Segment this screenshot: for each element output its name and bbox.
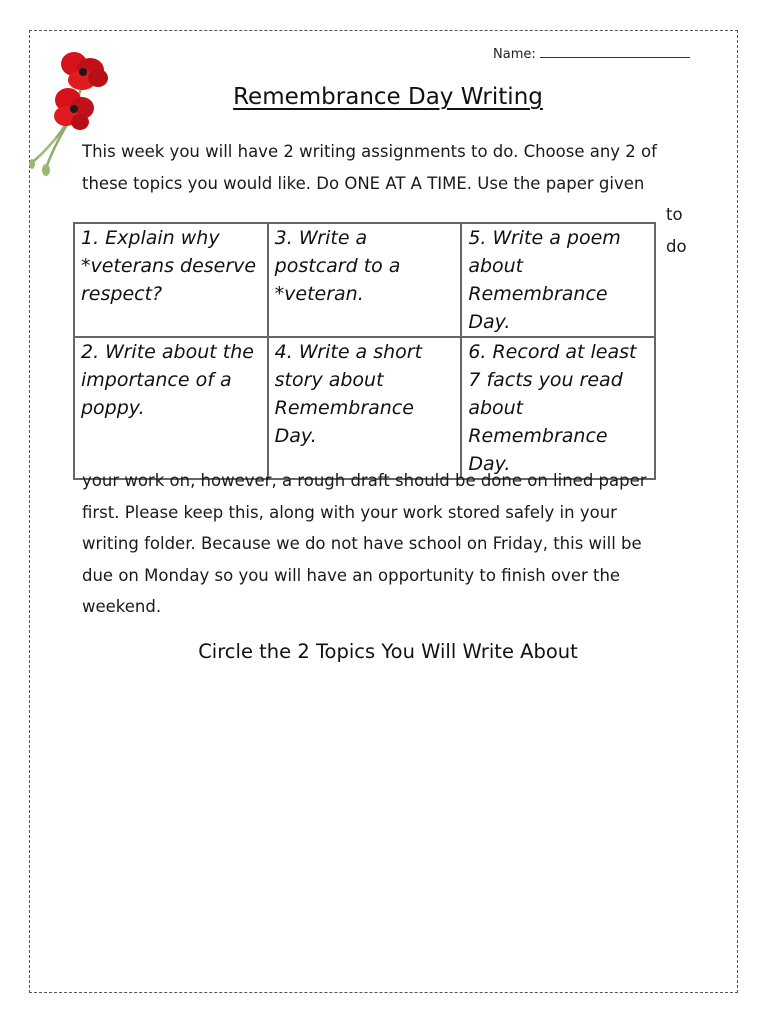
topics-table: [73, 222, 656, 480]
topic-1-cell[interactable]: 1. Explain why *veterans deserve respect?: [74, 223, 268, 337]
continuation-line-1: your work on, however, a rough draft should be done on lined paper: [82, 471, 647, 490]
topic-5-cell[interactable]: 5. Write a poem about Remembrance Day.: [461, 223, 655, 337]
continuation-line-5: weekend.: [82, 597, 162, 616]
intro-line-2: these topics you would like. Do ONE AT A TIME. Use the paper given: [82, 173, 645, 193]
table-row: [74, 223, 655, 337]
page-title: Remembrance Day Writing: [233, 84, 543, 110]
continuation-paragraph: [82, 465, 702, 623]
name-field[interactable]: [493, 45, 690, 62]
intro-wrap-do: do: [666, 237, 687, 256]
continuation-line-4: due on Monday so you will have an opportunity to finish over the: [82, 565, 621, 585]
topic-3-cell[interactable]: 3. Write a postcard to a *veteran.: [268, 223, 462, 337]
name-label: Name:: [493, 47, 536, 62]
intro-paragraph: [82, 136, 702, 199]
topic-2-cell[interactable]: 2. Write about the importance of a poppy.: [74, 337, 268, 479]
topic-6-cell[interactable]: 6. Record at least 7 facts you read about Remembrance Day.: [461, 337, 655, 479]
intro-wrap-to: to: [666, 205, 683, 224]
table-row: [74, 337, 655, 479]
circle-instruction: Circle the 2 Topics You Will Write About: [198, 640, 578, 663]
continuation-line-3: writing folder. Because we do not have school on Friday, this will be: [82, 534, 642, 553]
intro-line-1: This week you will have 2 writing assignments to do. Choose any 2 of: [82, 142, 657, 161]
continuation-line-2: first. Please keep this, along with your work stored safely in your: [82, 502, 617, 522]
name-blank-line[interactable]: [540, 45, 690, 58]
topic-4-cell[interactable]: 4. Write a short story about Remembrance Day.: [268, 337, 462, 479]
